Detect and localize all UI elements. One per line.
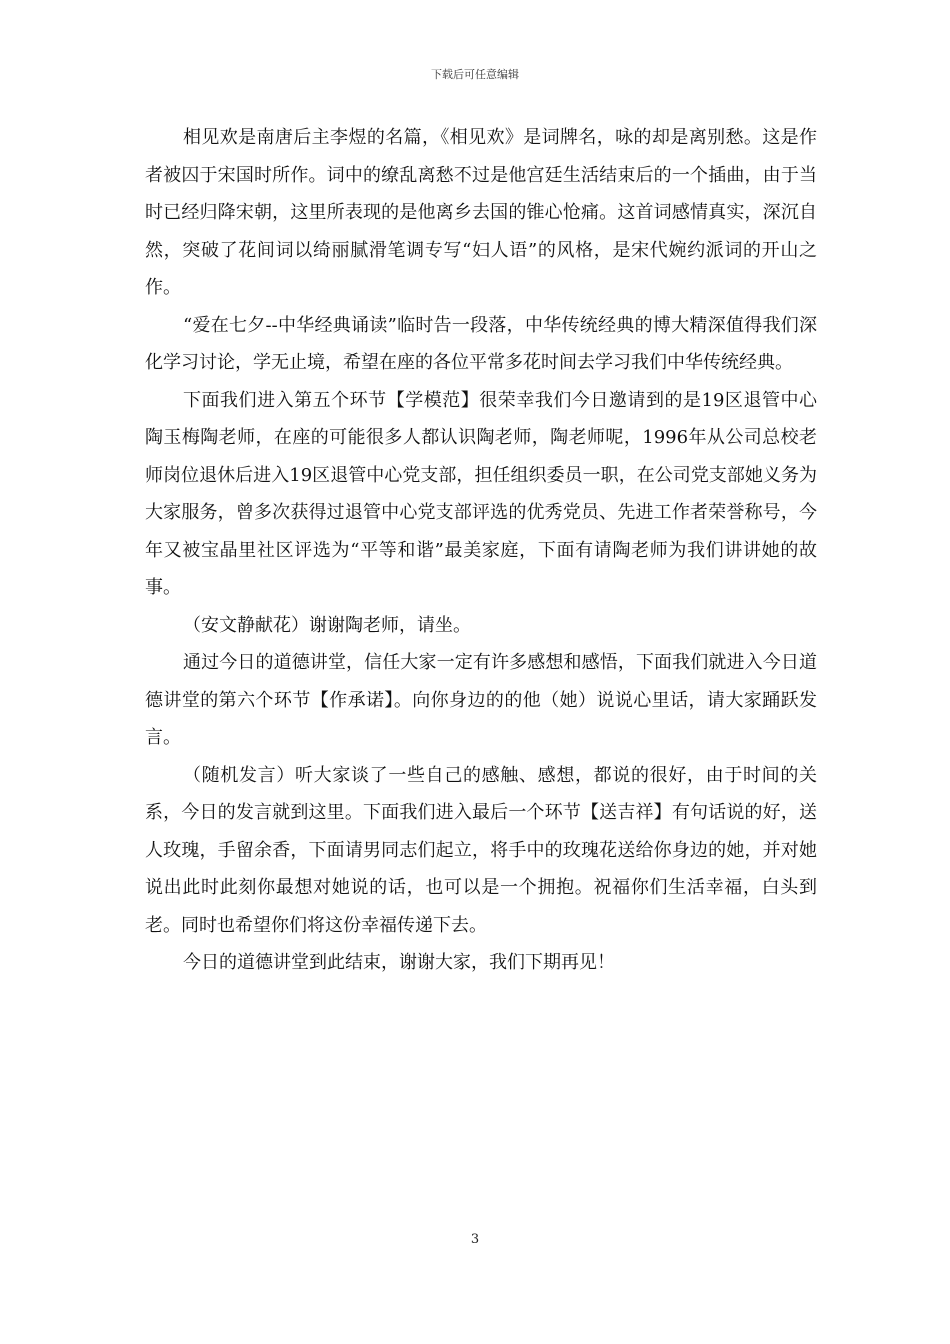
- page-number: 3: [470, 1232, 480, 1247]
- page-header: 下载后可任意编辑: [431, 68, 519, 81]
- paragraph: （安文静献花）谢谢陶老师，请坐。: [183, 614, 471, 636]
- paragraph: 今日的道德讲堂到此结束，谢谢大家，我们下期再见！: [183, 952, 615, 973]
- paragraph: 下面我们进入第五个环节【学模范】很荣幸我们今日邀请到的是19区退管中心陶玉梅陶老师，在座的可能很多人都认识陶老师，陶老师呢，1996年从公司总校老师岗位退休后进入19区退管中心党支部，担任组织委员一职，在公司党支部她义务为大家服务，曾多次获得过退管中心党支部评选的优秀党员、先进工作者荣誉称号，今年又被宝晶里社区评选为“平等和谐”最美家庭，下面有请陶老师为我们讲讲她的故事。: [145, 389, 817, 598]
- paragraph: （随机发言）听大家谈了一些自己的感触、感想，都说的很好，由于时间的关系，今日的发言就到这里。下面我们进入最后一个环节【送吉祥】有句话说的好，送人玫瑰，手留余香，下面请男同志们起立，将手中的玫瑰花送给你身边的她，并对她说出此时此刻你最想对她说的话，也可以是一个拥抱。祝福你们生活幸福，白头到老。同时也希望你们将这份幸福传递下去。: [145, 764, 817, 936]
- paragraph: 相见欢是南唐后主李煜的名篇，《相见欢》是词牌名，咏的却是离别愁。这是作者被囚于宋国时所作。词中的缭乱离愁不过是他宫廷生活结束后的一个插曲，由于当时已经归降宋朝，这里所表现的是他离乡去国的锥心怆痛。这首词感情真实，深沉自然，突破了花间词以绮丽腻滑笔调专写“妇人语”的风格，是宋代婉约派词的开山之作。: [145, 127, 817, 298]
- document-body: [145, 119, 817, 982]
- paragraph: 通过今日的道德讲堂，信任大家一定有许多感想和感悟，下面我们就进入今日道德讲堂的第六个环节【作承诺】。向你身边的的他（她）说说心里话，请大家踊跃发言。: [145, 652, 817, 748]
- paragraph: “爱在七夕--中华经典诵读”临时告一段落，中华传统经典的博大精深值得我们深化学习讨论，学无止境，希望在座的各位平常多花时间去学习我们中华传统经典。: [145, 314, 817, 373]
